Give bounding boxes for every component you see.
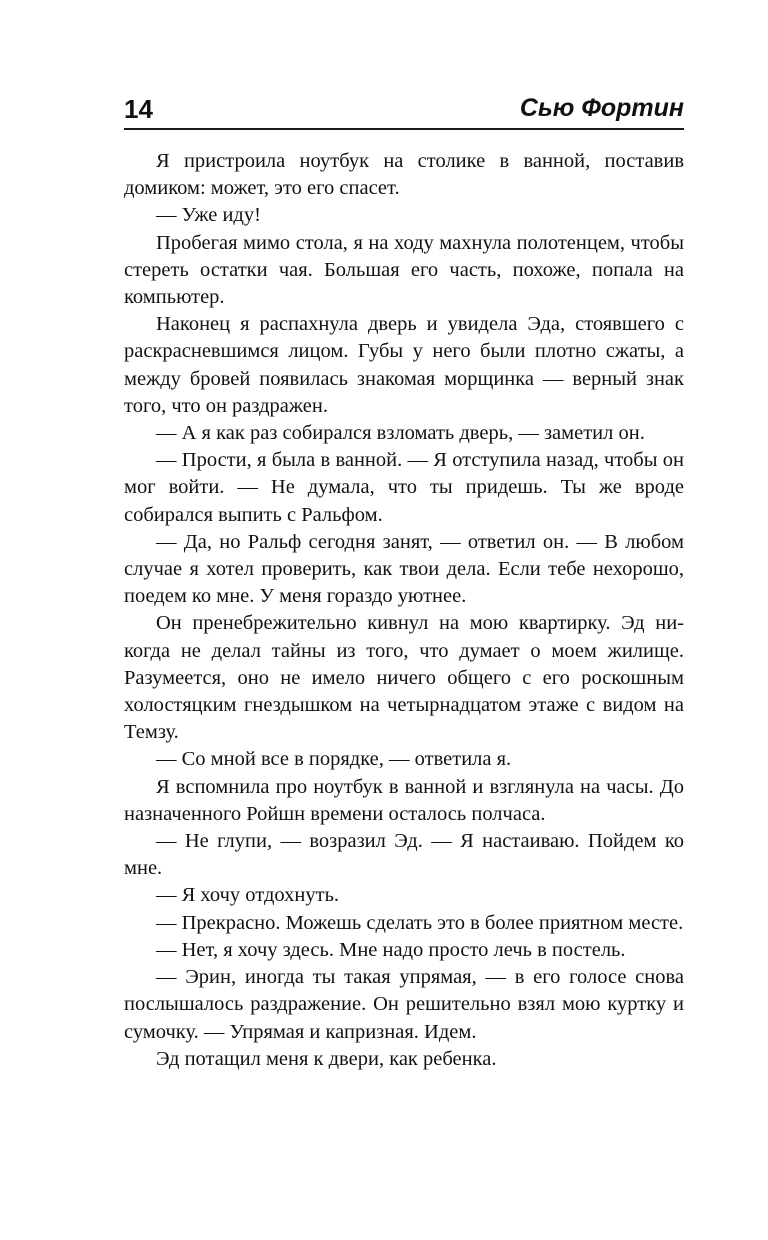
paragraph: — Прости, я была в ванной. — Я отступила назад, чтобы он мог войти. — Не думала, что ты придешь. Ты же вроде собирался выпить с Ральфом.: [124, 449, 684, 526]
page-number: 14: [124, 94, 153, 124]
paragraph: — Не глупи, — возразил Эд. — Я настаиваю. Пойдем ко мне.: [124, 830, 684, 880]
page-header: [124, 94, 684, 130]
paragraph: Я пристроила ноутбук на столике в ванной, поставив домиком: может, это его спасет.: [124, 150, 684, 200]
paragraph: — Прекрасно. Можешь сделать это в более приятном месте.: [156, 911, 684, 934]
running-head-author: Сью Фортин: [519, 94, 684, 122]
paragraph: — Я хочу отдохнуть.: [156, 884, 340, 907]
paragraph: Я вспомнила про ноутбук в ванной и взглянула на часы. До назначенного Ройшн времени осталось полчаса.: [124, 775, 684, 825]
paragraph: — Эрин, иногда ты такая упрямая, — в его голосе снова послышалось раздражение. Он решительно взял мою куртку и сумочку. — Упрямая и капризная. Идем.: [124, 966, 684, 1043]
paragraph: — Нет, я хочу здесь. Мне надо просто лечь в постель.: [156, 938, 626, 961]
paragraph: — Да, но Ральф сегодня занят, — ответил он. — В любом случае я хотел проверить, как твои дела. Если тебе нехорошо, поедем ко мне. У меня гораздо уютнее.: [124, 530, 684, 608]
paragraph: — Уже иду!: [156, 204, 261, 227]
paragraph: — Со мной все в порядке, — ответила я.: [156, 748, 512, 771]
body-text: [124, 148, 684, 1073]
paragraph: — А я как раз собирался взломать дверь, — заметил он.: [156, 422, 645, 445]
paragraph: Эд потащил меня к двери, как ребенка.: [156, 1047, 497, 1070]
paragraph: Пробегая мимо стола, я на ходу махнула полотенцем, чтобы стереть остатки чая. Большая его часть, похоже, попала на компьютер.: [124, 231, 684, 309]
paragraph: Наконец я распахнула дверь и увидела Эда, стоявшего с раскрасневшимся лицом. Губы у него были плотно сжаты, а между бровей появилась знакомая морщинка — верный знак того, что он раздражен.: [124, 313, 684, 417]
paragraph: Он пренебрежительно кивнул на мою квартирку. Эд никогда не делал тайны из того, что думает о моем жилище. Разумеется, оно не имело ничего общего с его роскошным холостяцким гнездышком на четырнадцатом этаже с видом на Темзу.: [124, 612, 684, 744]
